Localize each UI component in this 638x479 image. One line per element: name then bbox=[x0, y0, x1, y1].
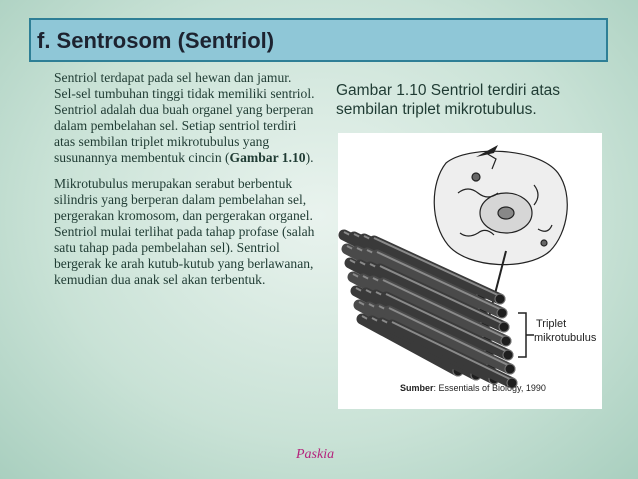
figure-label-triplet: Triplet bbox=[536, 318, 567, 330]
slide-title: f. Sentrosom (Sentriol) bbox=[37, 28, 275, 53]
paragraph-sentriol-text: Sentriol terdapat pada sel hewan dan jamur. Sel-sel tumbuhan tinggi tidak memiliki sentriol. Sentriol adalah dua buah organel yang berperan dalam pembelahan sel. Setiap sentriol terdiri atas sembilan triplet mikrotubulus yang susunannya membentuk cincin ( bbox=[54, 70, 315, 165]
cell-inset bbox=[434, 151, 567, 264]
microtubule-end bbox=[495, 294, 505, 304]
microtubule-end bbox=[499, 322, 509, 332]
footer-author: Paskia bbox=[296, 447, 335, 462]
microtubule-end bbox=[497, 308, 507, 318]
centriole-illustration bbox=[338, 133, 602, 409]
figure-label-mikrotubulus: mikrotubulus bbox=[534, 332, 597, 344]
microtubule-end bbox=[505, 364, 515, 374]
microtubule-end bbox=[503, 350, 513, 360]
paragraph-sentriol bbox=[54, 70, 316, 166]
figure-reference: Gambar 1.10 bbox=[229, 150, 306, 165]
triplet-bracket bbox=[518, 313, 534, 357]
paragraph-mikrotubulus: Mikrotubulus merupakan serabut berbentuk silindris yang berperan dalam pembelahan sel, pergerakan kromosom, dan pergerakan organel. Sentriol mulai terlihat pada tahap profase (salah satu tahap pada pembelahan sel). Sentriol bergerak ke arah kutub-kutub yang berlawanan, kemudian dua anak sel akan terbentuk. bbox=[54, 176, 315, 287]
microtubule-end bbox=[501, 336, 511, 346]
title-bar bbox=[29, 18, 608, 62]
paragraph-sentriol-end: ). bbox=[305, 150, 314, 165]
figure-caption: Gambar 1.10 Sentriol terdiri atas sembilan triplet mikrotubulus. bbox=[336, 82, 560, 118]
source-label: Sumber bbox=[400, 383, 434, 393]
body-text bbox=[54, 70, 316, 298]
centriole-figure bbox=[338, 133, 602, 409]
figure-source bbox=[400, 383, 546, 393]
source-text: : Essentials of Biology, 1990 bbox=[433, 383, 546, 393]
